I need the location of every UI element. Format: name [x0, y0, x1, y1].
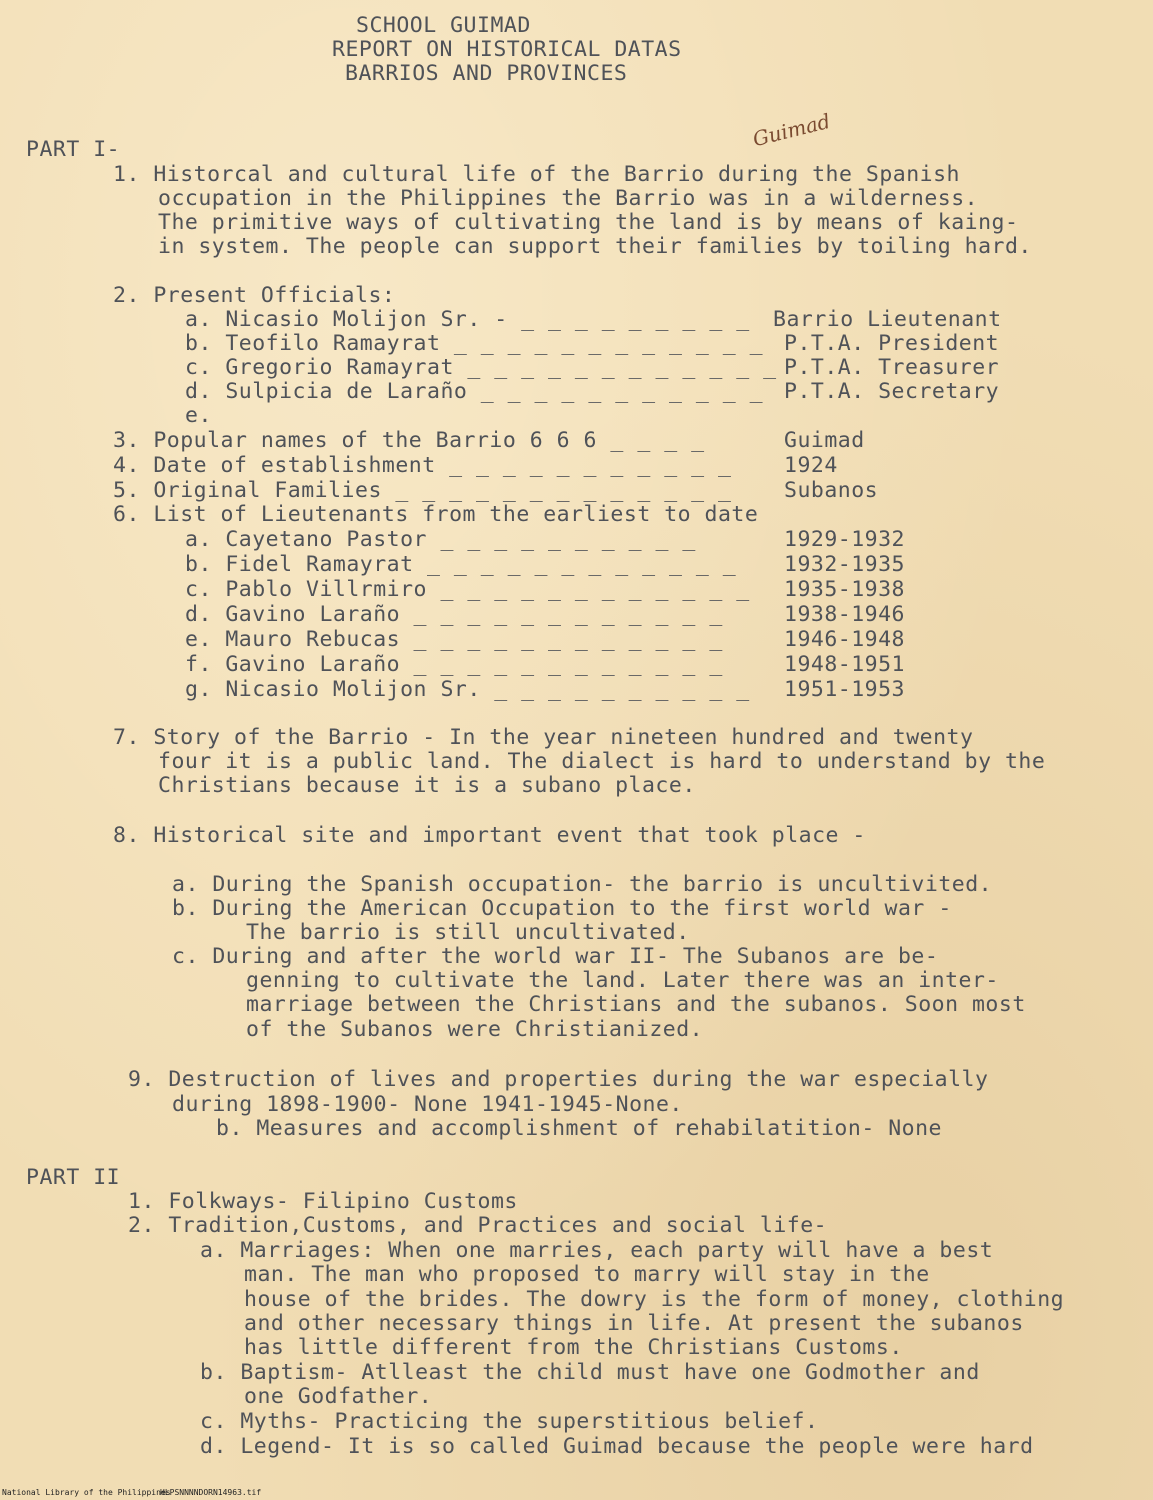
- lieutenant-years: 1948-1951: [784, 652, 905, 677]
- handwritten-note: Guimad: [750, 108, 833, 152]
- item4-value: 1924: [784, 453, 838, 478]
- official-role: P.T.A. Secretary: [784, 379, 1000, 404]
- item8-line: b. During the American Occupation to the first world war -: [172, 896, 952, 921]
- part2-line: one Godfather.: [244, 1384, 433, 1409]
- lieutenant-years: 1938-1946: [784, 602, 905, 627]
- item2-title: 2. Present Officials:: [113, 283, 396, 308]
- lieutenant-name: d. Gavino Laraño _ _ _ _ _ _ _ _ _ _ _ _: [185, 602, 723, 627]
- part2-line: and other necessary things in life. At present the subanos: [244, 1311, 1024, 1336]
- item1-line: in system. The people can support their families by toiling hard.: [158, 234, 1032, 259]
- item6-title: 6. List of Lieutenants from the earliest to date: [113, 502, 759, 527]
- official-name: c. Gregorio Ramayrat _ _ _ _ _ _ _ _ _ _ _ _: [185, 355, 777, 380]
- lieutenant-years: 1935-1938: [784, 577, 905, 602]
- item3-value: Guimad: [784, 428, 865, 453]
- part2-line: man. The man who proposed to marry will stay in the: [244, 1262, 930, 1287]
- item9-line: b. Measures and accomplishment of rehabilatition- None: [216, 1116, 942, 1141]
- lieutenant-years: 1946-1948: [784, 627, 905, 652]
- item7-line: four it is a public land. The dialect is hard to understand by the: [158, 749, 1046, 774]
- header-report-title: REPORT ON HISTORICAL DATAS: [332, 37, 682, 62]
- lieutenant-years: 1929-1932: [784, 527, 905, 552]
- part2-line: house of the brides. The dowry is the form of money, clothing: [244, 1287, 1065, 1312]
- item3-label: 3. Popular names of the Barrio 6 6 6 _ _ _ _: [113, 428, 705, 453]
- item7-line: 7. Story of the Barrio - In the year nineteen hundred and twenty: [113, 725, 974, 750]
- part2-heading: PART II: [26, 1165, 121, 1190]
- item5-value: Subanos: [784, 478, 879, 503]
- part2-item1: 1. Folkways- Filipino Customs: [128, 1189, 518, 1214]
- official-name: e.: [185, 403, 212, 428]
- item8-line: The barrio is still uncultivated.: [246, 920, 690, 945]
- lieutenant-name: f. Gavino Laraño _ _ _ _ _ _ _ _ _ _ _ _: [185, 652, 723, 677]
- official-role: P.T.A. Treasurer: [784, 355, 1000, 380]
- item8-line: genning to cultivate the land. Later there was an inter-: [246, 968, 999, 993]
- item9-line: 9. Destruction of lives and properties during the war especially: [128, 1067, 989, 1092]
- item5-label: 5. Original Families _ _ _ _ _ _ _ _ _ _ _ _ _: [113, 478, 732, 503]
- part2-line: c. Myths- Practicing the superstitious belief.: [200, 1409, 819, 1434]
- footer-library: National Library of the Philippines: [2, 1488, 171, 1497]
- part2-item2: 2. Tradition,Customs, and Practices and social life-: [128, 1213, 828, 1238]
- official-role: P.T.A. President: [784, 331, 1000, 356]
- part2-line: d. Legend- It is so called Guimad because the people were hard: [200, 1434, 1034, 1459]
- lieutenant-name: c. Pablo Villrmiro _ _ _ _ _ _ _ _ _ _ _ _: [185, 577, 750, 602]
- item8-line: marriage between the Christians and the subanos. Soon most: [246, 992, 1026, 1017]
- lieutenant-years: 1932-1935: [784, 552, 905, 577]
- official-name: b. Teofilo Ramayrat _ _ _ _ _ _ _ _ _ _ _ _: [185, 331, 764, 356]
- lieutenant-years: 1951-1953: [784, 677, 905, 702]
- footer-filename: HLPSNNNNDORN14963.tif: [160, 1488, 262, 1497]
- official-role: Barrio Lieutenant: [773, 307, 1002, 332]
- lieutenant-name: g. Nicasio Molijon Sr. _ _ _ _ _ _ _ _ _ _: [185, 677, 750, 702]
- item7-line: Christians because it is a subano place.: [158, 773, 696, 798]
- header-school: SCHOOL GUIMAD: [356, 13, 531, 38]
- item8-line: of the Subanos were Christianized.: [246, 1017, 704, 1042]
- item8-line: c. During and after the world war II- The Subanos are be-: [172, 944, 939, 969]
- lieutenant-name: a. Cayetano Pastor _ _ _ _ _ _ _ _ _ _: [185, 527, 696, 552]
- item1-line: The primitive ways of cultivating the land is by means of kaing-: [158, 210, 1019, 235]
- part2-line: a. Marriages: When one marries, each party will have a best: [200, 1238, 994, 1263]
- item1-line: 1. Historcal and cultural life of the Barrio during the Spanish: [113, 162, 960, 187]
- header-subtitle: BARRIOS AND PROVINCES: [345, 61, 628, 86]
- part1-heading: PART I-: [26, 137, 121, 162]
- item8-line: a. During the Spanish occupation- the barrio is uncultivited.: [172, 872, 993, 897]
- item1-line: occupation in the Philippines the Barrio was in a wilderness.: [158, 186, 979, 211]
- part2-line: has little different from the Christians Customs.: [244, 1335, 903, 1360]
- item8-title: 8. Historical site and important event that took place -: [113, 823, 866, 848]
- item4-label: 4. Date of establishment _ _ _ _ _ _ _ _ _ _ _: [113, 453, 732, 478]
- lieutenant-name: b. Fidel Ramayrat _ _ _ _ _ _ _ _ _ _ _ _: [185, 552, 737, 577]
- official-name: d. Sulpicia de Laraño _ _ _ _ _ _ _ _ _ _ _: [185, 379, 764, 404]
- official-name: a. Nicasio Molijon Sr. - _ _ _ _ _ _ _ _ _: [185, 307, 750, 332]
- lieutenant-name: e. Mauro Rebucas _ _ _ _ _ _ _ _ _ _ _ _: [185, 627, 723, 652]
- part2-line: b. Baptism- Atlleast the child must have one Godmother and: [200, 1360, 980, 1385]
- item9-line: during 1898-1900- None 1941-1945-None.: [172, 1092, 683, 1117]
